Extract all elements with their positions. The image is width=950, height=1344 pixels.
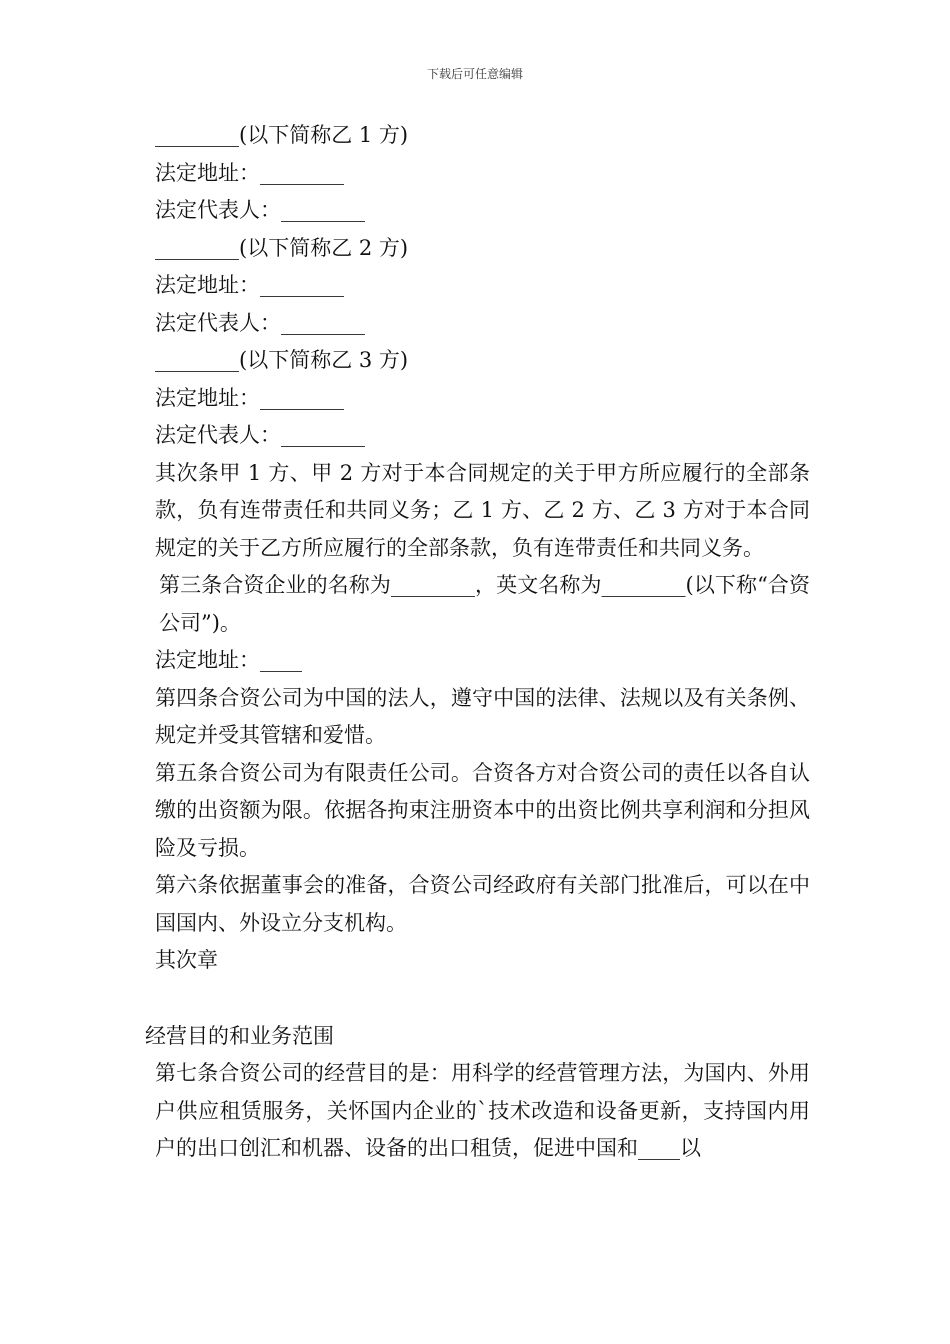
article-3-address: 法定地址：____ — [155, 648, 302, 672]
party-rep-2: 法定代表人：________ — [155, 310, 365, 335]
article-6: 第六条依据董事会的准备，合资公司经政府有关部门批准后，可以在中国国内、外设立分支机构。 — [155, 873, 810, 935]
party-address-2: 法定地址：________ — [155, 273, 344, 297]
article-2: 其次条甲 1 方、甲 2 方对于本合同规定的关于甲方所应履行的全部条款，负有连带责任和共同义务；乙 1 方、乙 2 方、乙 3 方对于本合同规定的关于乙方所应履行的全部条款，负有连带责任和共同义务。 — [155, 460, 810, 560]
article-5: 第五条合资公司为有限责任公司。合资各方对合资公司的责任以各自认缴的出资额为限。依据各拘束注册资本中的出资比例共享利润和分担风险及亏损。 — [155, 760, 810, 860]
party-rep-3: 法定代表人：________ — [155, 423, 365, 447]
chapter-title: 经营目的和业务范围 — [145, 1023, 334, 1048]
party-name-1: ________(以下简称乙 1 方) — [155, 123, 409, 147]
page-header: 下载后可任意编辑 — [426, 67, 523, 81]
party-rep-1: 法定代表人：________ — [155, 198, 365, 222]
party-address-1: 法定地址：________ — [155, 160, 344, 185]
document-body — [145, 117, 810, 1168]
spacer — [145, 980, 810, 1018]
party-address-3: 法定地址：________ — [155, 385, 344, 410]
chapter-heading: 其次章 — [155, 948, 218, 972]
article-3: 第三条合资企业的名称为________，英文名称为________(以下称“合资公司”)。 — [159, 573, 810, 635]
party-name-3: ________(以下简称乙 3 方) — [155, 348, 409, 372]
article-4: 第四条合资公司为中国的法人，遵守中国的法律、法规以及有关条例、规定并受其管辖和爱惜。 — [155, 685, 810, 747]
party-name-2: ________(以下简称乙 2 方) — [155, 235, 409, 260]
article-7: 第七条合资公司的经营目的是：用科学的经营管理方法，为国内、外用户供应租赁服务，关怀国内企业的`技术改造和设备更新，支持国内用户的出口创汇和机器、设备的出口租赁，促进中国和____以 — [155, 1061, 810, 1160]
